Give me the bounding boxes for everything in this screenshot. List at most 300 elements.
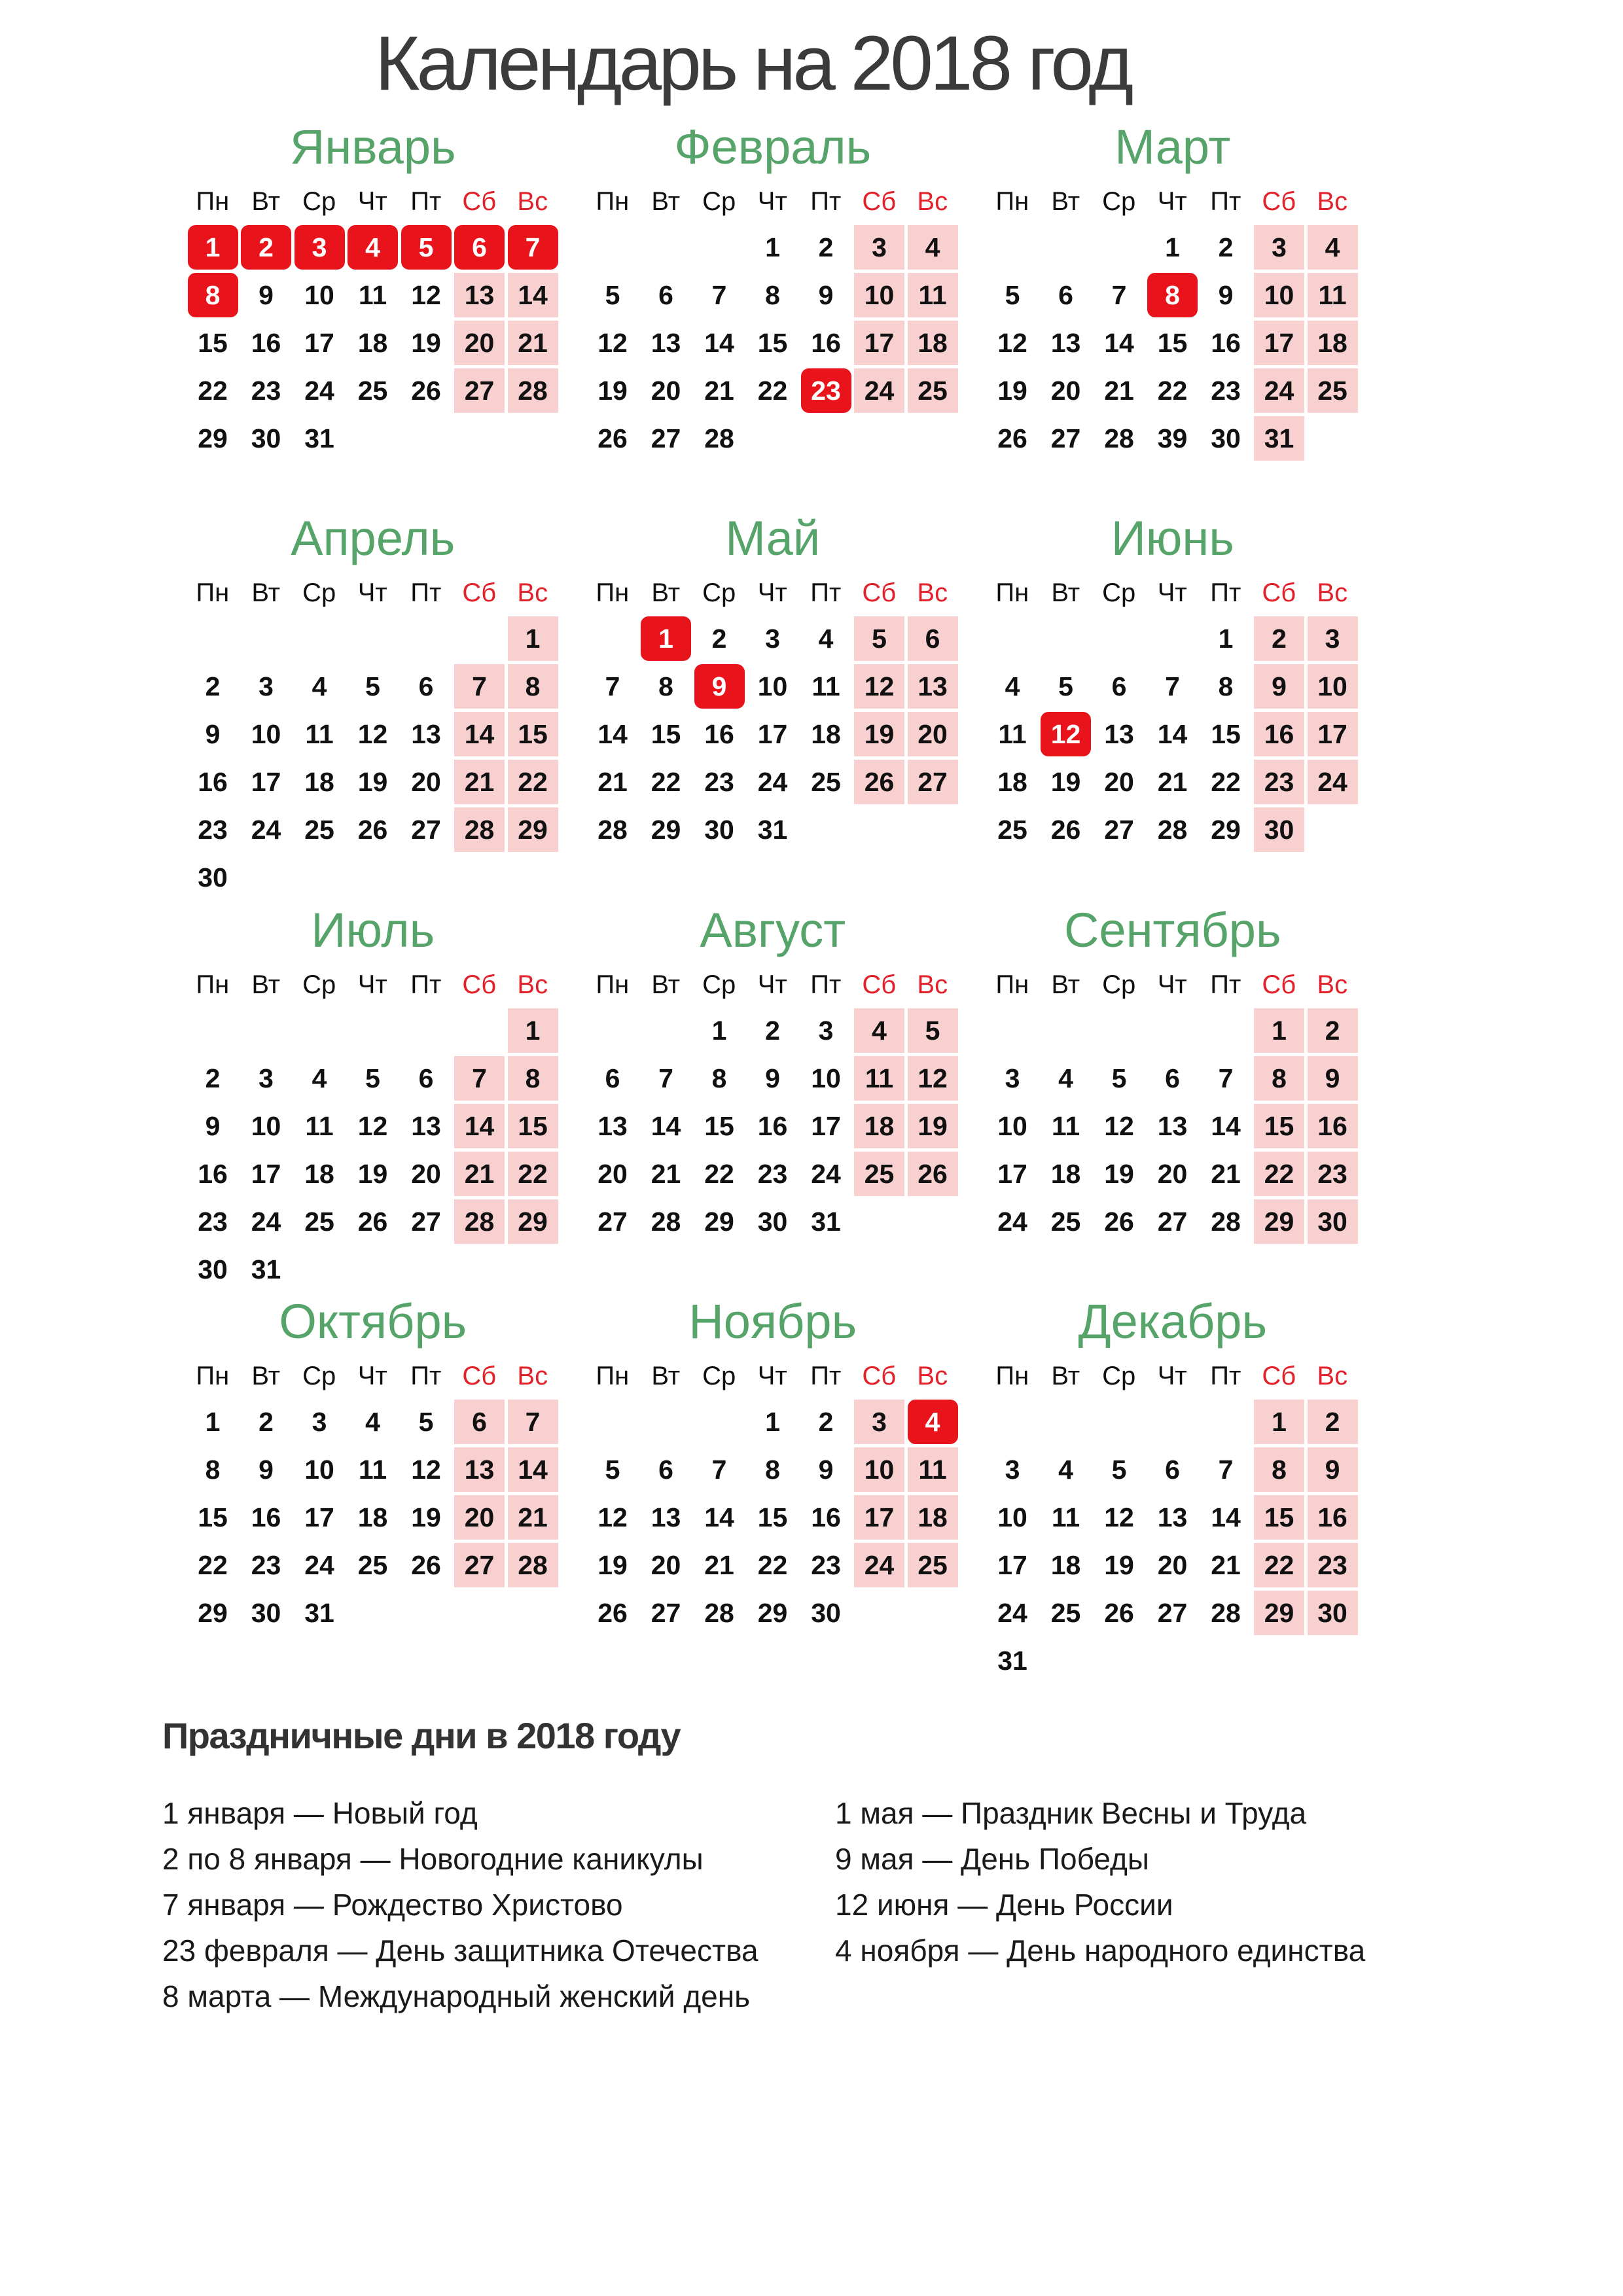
- weekend-day-cell: 28: [508, 1543, 558, 1587]
- day-cell: 30: [1211, 423, 1241, 453]
- day-cell: 20: [651, 376, 681, 406]
- day-cell: 7: [658, 1063, 673, 1093]
- day-cell: 7: [1218, 1455, 1234, 1485]
- day-cell: 6: [1111, 671, 1127, 701]
- day-cell: 9: [818, 280, 834, 310]
- day-cell: 26: [997, 423, 1027, 453]
- weekday-header-sat: Сб: [1262, 970, 1296, 999]
- weekend-day-cell: 17: [854, 1495, 904, 1540]
- day-cell: 3: [1005, 1455, 1020, 1485]
- weekday-header-thu: Чт: [757, 970, 787, 999]
- day-cell: 24: [304, 376, 334, 406]
- weekday-header-sun: Вс: [1317, 578, 1348, 607]
- day-cell: 20: [1157, 1550, 1188, 1580]
- weekend-day-cell: 22: [508, 1152, 558, 1196]
- weekend-day-cell: 3: [854, 225, 904, 270]
- day-cell: 16: [811, 1502, 841, 1532]
- weekend-day-cell: 30: [1308, 1591, 1358, 1635]
- weekday-header-sat: Сб: [462, 1362, 497, 1390]
- weekday-header-mon: Пн: [995, 578, 1029, 607]
- day-cell: 19: [1104, 1159, 1134, 1189]
- weekend-day-cell: 25: [854, 1152, 904, 1196]
- day-cell: 29: [198, 423, 228, 453]
- day-cell: 26: [597, 1598, 628, 1628]
- holiday-item: 1 января — Новый год: [162, 1796, 478, 1830]
- day-cell: 2: [259, 1407, 274, 1437]
- day-cell: 11: [305, 719, 334, 749]
- day-cell: 25: [1050, 1598, 1081, 1628]
- month-title-september: Сентябрь: [1063, 903, 1281, 957]
- weekday-header-sat: Сб: [1262, 578, 1296, 607]
- weekday-header-tue: Вт: [251, 578, 281, 607]
- weekend-day-cell: 1: [508, 616, 558, 661]
- weekend-day-cell: 25: [1308, 368, 1358, 413]
- day-cell: 13: [597, 1111, 628, 1141]
- weekend-day-cell: 14: [508, 1447, 558, 1492]
- day-cell: 17: [304, 1502, 334, 1532]
- holiday-item: 1 мая — Праздник Весны и Труда: [835, 1796, 1307, 1830]
- day-cell: 2: [818, 1407, 834, 1437]
- weekday-header-tue: Вт: [651, 1362, 681, 1390]
- day-cell: 29: [651, 815, 681, 845]
- weekend-day-cell: 25: [908, 368, 958, 413]
- day-cell: 11: [1051, 1111, 1080, 1141]
- weekend-day-cell: 3: [1308, 616, 1358, 661]
- day-cell: 7: [1111, 280, 1127, 310]
- weekend-day-cell: 8: [1254, 1056, 1304, 1101]
- weekday-header-sun: Вс: [917, 187, 948, 216]
- month-title-november: Ноябрь: [688, 1294, 857, 1349]
- day-cell: 20: [651, 1550, 681, 1580]
- weekday-header-sat: Сб: [1262, 1362, 1296, 1390]
- weekend-day-cell: 11: [854, 1056, 904, 1101]
- weekend-day-cell: 4: [908, 225, 958, 270]
- day-cell: 21: [651, 1159, 681, 1189]
- day-cell: 22: [757, 1550, 788, 1580]
- weekday-header-tue: Вт: [1051, 187, 1080, 216]
- day-cell: 16: [1211, 328, 1241, 358]
- weekend-day-cell: 22: [508, 760, 558, 804]
- day-cell: 7: [1165, 671, 1180, 701]
- holiday-item: 12 июня — День России: [835, 1888, 1173, 1922]
- day-cell: 16: [704, 719, 734, 749]
- day-cell: 7: [1218, 1063, 1234, 1093]
- holidays-list-right: [835, 1790, 1365, 1973]
- day-cell: 23: [704, 767, 734, 797]
- day-cell: 3: [259, 671, 274, 701]
- day-cell: 10: [251, 1111, 281, 1141]
- weekday-header-wed: Ср: [1102, 1362, 1136, 1390]
- weekend-day-cell: 15: [508, 712, 558, 756]
- day-cell: 10: [997, 1502, 1027, 1532]
- weekday-header-mon: Пн: [995, 1362, 1029, 1390]
- day-cell: 31: [811, 1207, 841, 1237]
- holiday-day-cell: 9: [694, 664, 745, 709]
- weekend-day-cell: 9: [1254, 664, 1304, 709]
- day-cell: 24: [997, 1598, 1027, 1628]
- weekend-day-cell: 7: [454, 1056, 505, 1101]
- day-cell: 16: [198, 767, 228, 797]
- weekend-day-cell: 23: [1308, 1152, 1358, 1196]
- weekday-header-mon: Пн: [995, 970, 1029, 999]
- weekday-header-tue: Вт: [651, 970, 681, 999]
- day-cell: 25: [304, 1207, 334, 1237]
- day-cell: 10: [811, 1063, 841, 1093]
- weekday-header-thu: Чт: [1157, 578, 1187, 607]
- day-cell: 9: [818, 1455, 834, 1485]
- day-cell: 5: [605, 1455, 620, 1485]
- day-cell: 2: [205, 1063, 221, 1093]
- weekday-header-fri: Пт: [1210, 970, 1241, 999]
- day-cell: 2: [205, 671, 221, 701]
- day-cell: 15: [704, 1111, 734, 1141]
- weekday-header-sun: Вс: [517, 1362, 548, 1390]
- day-cell: 5: [365, 1063, 380, 1093]
- day-cell: 21: [1104, 376, 1134, 406]
- day-cell: 8: [1218, 671, 1234, 701]
- day-cell: 28: [597, 815, 628, 845]
- day-cell: 30: [251, 423, 281, 453]
- day-cell: 17: [251, 767, 281, 797]
- day-cell: 14: [704, 328, 734, 358]
- day-cell: 27: [411, 1207, 441, 1237]
- weekend-day-cell: 17: [1308, 712, 1358, 756]
- day-cell: 6: [1165, 1063, 1180, 1093]
- month-title-february: Февраль: [674, 120, 872, 174]
- holiday-day-cell: 8: [1147, 273, 1198, 317]
- day-cell: 13: [651, 328, 681, 358]
- day-cell: 1: [765, 232, 780, 262]
- weekday-header-fri: Пт: [410, 970, 442, 999]
- day-cell: 26: [597, 423, 628, 453]
- day-cell: 22: [757, 376, 788, 406]
- day-cell: 23: [757, 1159, 788, 1189]
- day-cell: 21: [1157, 767, 1188, 797]
- day-cell: 30: [251, 1598, 281, 1628]
- weekday-header-tue: Вт: [651, 187, 681, 216]
- weekend-day-cell: 20: [454, 321, 505, 365]
- day-cell: 27: [1050, 423, 1081, 453]
- day-cell: 15: [198, 1502, 228, 1532]
- day-cell: 6: [1165, 1455, 1180, 1485]
- holiday-item: 4 ноября — День народного единства: [835, 1934, 1366, 1968]
- weekend-day-cell: 25: [908, 1543, 958, 1587]
- weekend-day-cell: 12: [854, 664, 904, 709]
- weekend-day-cell: 22: [1254, 1543, 1304, 1587]
- day-cell: 17: [811, 1111, 841, 1141]
- weekend-day-cell: 1: [508, 1008, 558, 1053]
- weekend-day-cell: 16: [1308, 1104, 1358, 1148]
- weekend-day-cell: 3: [1254, 225, 1304, 270]
- day-cell: 23: [811, 1550, 841, 1580]
- day-cell: 6: [1058, 280, 1073, 310]
- day-cell: 31: [304, 1598, 334, 1628]
- weekend-day-cell: 30: [1308, 1199, 1358, 1244]
- day-cell: 14: [1104, 328, 1134, 358]
- weekend-day-cell: 26: [854, 760, 904, 804]
- day-cell: 26: [357, 1207, 388, 1237]
- weekday-header-fri: Пт: [810, 970, 842, 999]
- holiday-day-cell: 7: [508, 225, 558, 270]
- day-cell: 9: [205, 719, 221, 749]
- day-cell: 29: [757, 1598, 788, 1628]
- weekday-header-mon: Пн: [196, 1362, 230, 1390]
- day-cell: 16: [251, 328, 281, 358]
- day-cell: 11: [812, 671, 840, 701]
- month-title-may: Май: [725, 511, 821, 565]
- day-cell: 12: [357, 1111, 388, 1141]
- day-cell: 14: [704, 1502, 734, 1532]
- month-block-august: [586, 898, 959, 1297]
- weekday-header-fri: Пт: [1210, 578, 1241, 607]
- weekend-day-cell: 14: [454, 712, 505, 756]
- weekend-day-cell: 19: [854, 712, 904, 756]
- day-cell: 1: [711, 1016, 727, 1046]
- month-block-march: [986, 115, 1359, 514]
- day-cell: 27: [1157, 1598, 1188, 1628]
- weekday-header-tue: Вт: [651, 578, 681, 607]
- day-cell: 5: [1005, 280, 1020, 310]
- holidays-heading: Праздничные дни в 2018 году: [162, 1715, 681, 1756]
- weekend-day-cell: 8: [508, 1056, 558, 1101]
- day-cell: 23: [198, 1207, 228, 1237]
- day-cell: 12: [357, 719, 388, 749]
- holiday-day-cell: 3: [294, 225, 345, 270]
- weekday-header-sun: Вс: [1317, 970, 1348, 999]
- weekend-day-cell: 5: [854, 616, 904, 661]
- day-cell: 19: [357, 1159, 388, 1189]
- weekend-day-cell: 14: [454, 1104, 505, 1148]
- day-cell: 9: [205, 1111, 221, 1141]
- holiday-day-cell: 1: [641, 616, 691, 661]
- day-cell: 15: [1211, 719, 1241, 749]
- day-cell: 6: [418, 1063, 434, 1093]
- day-cell: 24: [811, 1159, 841, 1189]
- day-cell: 27: [651, 1598, 681, 1628]
- weekday-header-thu: Чт: [357, 970, 387, 999]
- weekend-day-cell: 28: [454, 1199, 505, 1244]
- day-cell: 28: [1104, 423, 1134, 453]
- weekday-header-fri: Пт: [1210, 187, 1241, 216]
- day-cell: 22: [1211, 767, 1241, 797]
- weekday-header-mon: Пн: [596, 578, 630, 607]
- day-cell: 24: [251, 1207, 281, 1237]
- day-cell: 19: [411, 328, 441, 358]
- holidays-list-left: [162, 1790, 758, 2019]
- weekend-day-cell: 20: [454, 1495, 505, 1540]
- day-cell: 13: [1157, 1111, 1188, 1141]
- month-block-september: [986, 898, 1359, 1297]
- day-cell: 18: [357, 1502, 388, 1532]
- weekend-day-cell: 13: [908, 664, 958, 709]
- day-cell: 11: [358, 1455, 387, 1485]
- month-block-january: [186, 115, 560, 514]
- weekday-header-sat: Сб: [462, 187, 497, 216]
- day-cell: 11: [305, 1111, 334, 1141]
- weekend-day-cell: 23: [1254, 760, 1304, 804]
- day-cell: 24: [251, 815, 281, 845]
- day-cell: 16: [811, 328, 841, 358]
- weekend-day-cell: 21: [508, 1495, 558, 1540]
- weekend-day-cell: 18: [854, 1104, 904, 1148]
- weekday-header-sat: Сб: [862, 578, 897, 607]
- day-cell: 3: [1005, 1063, 1020, 1093]
- day-cell: 28: [704, 423, 734, 453]
- weekend-day-cell: 31: [1254, 416, 1304, 461]
- day-cell: 15: [651, 719, 681, 749]
- day-cell: 20: [1050, 376, 1081, 406]
- holiday-item: 23 февраля — День защитника Отечества: [162, 1934, 758, 1968]
- weekday-header-thu: Чт: [1157, 187, 1187, 216]
- day-cell: 3: [765, 624, 780, 654]
- weekday-header-wed: Ср: [1102, 578, 1136, 607]
- weekday-header-fri: Пт: [810, 578, 842, 607]
- day-cell: 12: [1104, 1502, 1134, 1532]
- day-cell: 5: [1058, 671, 1073, 701]
- weekday-header-wed: Ср: [302, 970, 336, 999]
- weekday-header-sat: Сб: [1262, 187, 1296, 216]
- day-cell: 8: [765, 1455, 780, 1485]
- holiday-day-cell: 4: [908, 1400, 958, 1444]
- day-cell: 22: [198, 1550, 228, 1580]
- weekend-day-cell: 18: [1308, 321, 1358, 365]
- day-cell: 13: [1104, 719, 1134, 749]
- day-cell: 21: [704, 376, 734, 406]
- page-title: Календарь на 2018 год: [374, 20, 1131, 107]
- weekend-day-cell: 11: [908, 1447, 958, 1492]
- weekend-day-cell: 15: [1254, 1495, 1304, 1540]
- weekend-day-cell: 12: [908, 1056, 958, 1101]
- weekday-header-thu: Чт: [357, 1362, 387, 1390]
- month-title-december: Декабрь: [1078, 1294, 1268, 1349]
- day-cell: 20: [411, 1159, 441, 1189]
- weekend-day-cell: 10: [854, 1447, 904, 1492]
- weekday-header-fri: Пт: [410, 1362, 442, 1390]
- weekday-header-wed: Ср: [1102, 970, 1136, 999]
- day-cell: 25: [997, 815, 1027, 845]
- weekend-day-cell: 3: [854, 1400, 904, 1444]
- day-cell: 19: [597, 1550, 628, 1580]
- weekend-day-cell: 29: [1254, 1199, 1304, 1244]
- day-cell: 14: [651, 1111, 681, 1141]
- day-cell: 19: [411, 1502, 441, 1532]
- weekday-header-sat: Сб: [862, 970, 897, 999]
- month-title-april: Апрель: [291, 511, 455, 565]
- day-cell: 3: [818, 1016, 834, 1046]
- day-cell: 13: [1157, 1502, 1188, 1532]
- month-title-october: Октябрь: [279, 1294, 467, 1349]
- weekend-day-cell: 15: [508, 1104, 558, 1148]
- weekday-header-sun: Вс: [1317, 187, 1348, 216]
- month-title-march: Март: [1115, 120, 1231, 174]
- day-cell: 1: [1165, 232, 1180, 262]
- day-cell: 23: [1211, 376, 1241, 406]
- weekend-day-cell: 22: [1254, 1152, 1304, 1196]
- weekday-header-wed: Ср: [702, 187, 736, 216]
- day-cell: 16: [198, 1159, 228, 1189]
- day-cell: 5: [605, 280, 620, 310]
- day-cell: 5: [365, 671, 380, 701]
- day-cell: 31: [757, 815, 788, 845]
- day-cell: 30: [198, 862, 228, 892]
- month-title-august: Август: [700, 903, 846, 957]
- day-cell: 1: [1218, 624, 1234, 654]
- weekday-header-mon: Пн: [596, 187, 630, 216]
- day-cell: 8: [765, 280, 780, 310]
- weekday-header-thu: Чт: [757, 578, 787, 607]
- day-cell: 14: [1211, 1502, 1241, 1532]
- day-cell: 22: [1157, 376, 1188, 406]
- day-cell: 3: [312, 1407, 327, 1437]
- day-cell: 5: [418, 1407, 434, 1437]
- weekend-day-cell: 18: [908, 321, 958, 365]
- weekday-header-wed: Ср: [702, 578, 736, 607]
- day-cell: 20: [411, 767, 441, 797]
- day-cell: 12: [411, 1455, 441, 1485]
- weekend-day-cell: 10: [1308, 664, 1358, 709]
- day-cell: 23: [198, 815, 228, 845]
- weekday-header-fri: Пт: [810, 1362, 842, 1390]
- day-cell: 30: [811, 1598, 841, 1628]
- day-cell: 13: [651, 1502, 681, 1532]
- day-cell: 2: [765, 1016, 780, 1046]
- holiday-day-cell: 4: [348, 225, 398, 270]
- day-cell: 4: [312, 671, 327, 701]
- day-cell: 27: [1157, 1207, 1188, 1237]
- weekend-day-cell: 30: [1254, 807, 1304, 852]
- weekend-day-cell: 28: [508, 368, 558, 413]
- weekday-header-thu: Чт: [357, 578, 387, 607]
- day-cell: 2: [1218, 232, 1234, 262]
- weekend-day-cell: 2: [1254, 616, 1304, 661]
- day-cell: 29: [704, 1207, 734, 1237]
- day-cell: 4: [1005, 671, 1020, 701]
- weekday-header-wed: Ср: [702, 970, 736, 999]
- weekend-day-cell: 17: [854, 321, 904, 365]
- day-cell: 26: [1104, 1598, 1134, 1628]
- day-cell: 11: [358, 280, 387, 310]
- weekday-header-sun: Вс: [1317, 1362, 1348, 1390]
- day-cell: 17: [757, 719, 788, 749]
- day-cell: 30: [198, 1254, 228, 1284]
- day-cell: 10: [251, 719, 281, 749]
- day-cell: 31: [251, 1254, 281, 1284]
- day-cell: 24: [757, 767, 788, 797]
- day-cell: 10: [304, 1455, 334, 1485]
- weekend-day-cell: 5: [908, 1008, 958, 1053]
- holiday-item: 2 по 8 января — Новогодние каникулы: [162, 1842, 704, 1876]
- day-cell: 8: [658, 671, 673, 701]
- day-cell: 25: [1050, 1207, 1081, 1237]
- day-cell: 18: [997, 767, 1027, 797]
- day-cell: 31: [304, 423, 334, 453]
- day-cell: 17: [997, 1159, 1027, 1189]
- weekend-day-cell: 10: [1254, 273, 1304, 317]
- weekday-header-mon: Пн: [196, 970, 230, 999]
- day-cell: 22: [704, 1159, 734, 1189]
- day-cell: 21: [1211, 1550, 1241, 1580]
- day-cell: 1: [765, 1407, 780, 1437]
- weekday-header-wed: Ср: [1102, 187, 1136, 216]
- day-cell: 18: [1050, 1159, 1081, 1189]
- day-cell: 19: [997, 376, 1027, 406]
- day-cell: 9: [1218, 280, 1234, 310]
- month-block-february: [586, 115, 959, 514]
- day-cell: 15: [198, 328, 228, 358]
- day-cell: 11: [998, 719, 1027, 749]
- day-cell: 25: [304, 815, 334, 845]
- day-cell: 19: [1104, 1550, 1134, 1580]
